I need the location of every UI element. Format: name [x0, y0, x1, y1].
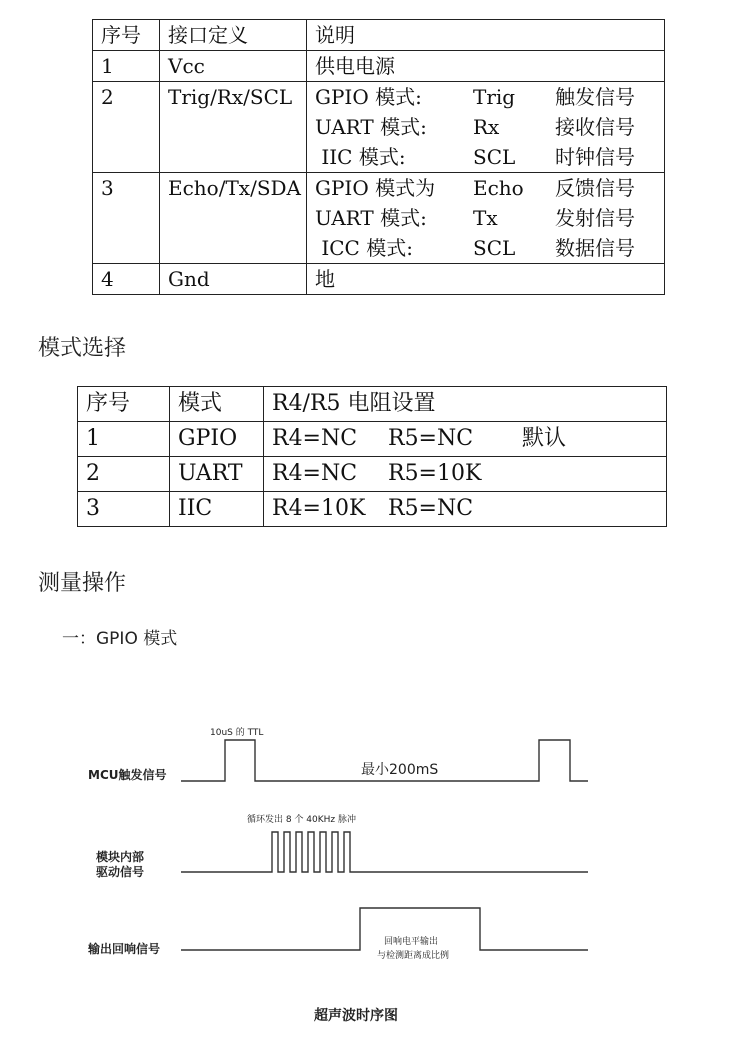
mode-no: 1 [78, 422, 170, 457]
header-cell-resistor: R4/R5 电阻设置 [264, 387, 667, 422]
description-text: 地 [315, 267, 335, 291]
header-cell-no: 序号 [93, 20, 160, 51]
mode-label: IIC 模式: [315, 145, 406, 169]
pin-description [307, 82, 665, 173]
mode-label: UART 模式: [315, 115, 427, 139]
r4-value: R4=NC [272, 426, 358, 451]
echo-note-2: 与检测距离成比例 [377, 951, 450, 961]
description-text: 供电电源 [315, 54, 395, 78]
mode-name: UART [170, 457, 264, 492]
pin-no: 1 [93, 51, 160, 82]
pin-no: 3 [93, 173, 160, 264]
signal-name: Trig [473, 85, 516, 109]
module-signal-label-2: 驱动信号 [96, 865, 145, 879]
r5-value: R5=NC [388, 426, 474, 451]
pin-no: 2 [93, 82, 160, 173]
table-row [93, 173, 665, 264]
interval-note: 最小200mS [361, 762, 439, 778]
echo-output-label: 输出回响信号 [88, 942, 161, 956]
header-cell-description: 说明 [307, 20, 665, 51]
r5-value: R5=NC [388, 496, 474, 521]
table-row [78, 492, 667, 527]
signal-name: Rx [473, 115, 500, 139]
pin-name: Trig/Rx/SCL [160, 82, 307, 173]
table-row [93, 264, 665, 295]
table-row [93, 82, 665, 173]
mode-label: ICC 模式: [315, 236, 413, 260]
pin-name: Echo/Tx/SDA [160, 173, 307, 264]
signal-desc: 反馈信号 [555, 176, 635, 200]
signal-name: SCL [473, 145, 516, 169]
r4-value: R4=10K [272, 496, 366, 521]
signal-desc: 数据信号 [555, 236, 635, 260]
r4-value: R4=NC [272, 461, 358, 486]
mode-label: UART 模式: [315, 206, 427, 230]
signal-name: Echo [473, 176, 524, 200]
mode-label: GPIO 模式为 [315, 176, 436, 200]
mode-no: 2 [78, 457, 170, 492]
echo-note-1: 回响电平输出 [384, 937, 439, 947]
diagram-caption: 超声波时序图 [314, 1008, 398, 1024]
mode-select-heading: 模式选择 [38, 336, 127, 361]
gpio-subheading: 一：GPIO 模式 [62, 629, 178, 649]
header-cell-mode: 模式 [170, 387, 264, 422]
module-signal-label-1: 模块内部 [96, 850, 145, 864]
measure-heading: 测量操作 [38, 571, 127, 596]
pin-description [307, 51, 665, 82]
r5-value: R5=10K [388, 461, 482, 486]
pin-name: Gnd [160, 264, 307, 295]
header-cell-interface: 接口定义 [160, 20, 307, 51]
signal-desc: 触发信号 [555, 85, 635, 109]
ultrasonic-timing-diagram [0, 700, 750, 1047]
table-header-row [93, 20, 665, 51]
mode-name: IIC [170, 492, 264, 527]
mcu-trigger-label: MCU触发信号 [88, 768, 167, 782]
pin-description [307, 264, 665, 295]
pin-name: Vcc [160, 51, 307, 82]
mode-selection-table [77, 386, 667, 527]
signal-desc: 发射信号 [555, 206, 635, 230]
table-row [78, 422, 667, 457]
resistor-setting [264, 492, 667, 527]
pin-definition-table [92, 19, 665, 295]
signal-desc: 时钟信号 [555, 145, 635, 169]
pulse-note: 10uS 的 TTL [210, 728, 264, 738]
header-cell-no: 序号 [78, 387, 170, 422]
burst-note: 循环发出 8 个 40KHz 脉冲 [247, 815, 357, 825]
signal-name: SCL [473, 236, 516, 260]
resistor-setting [264, 422, 667, 457]
table-header-row [78, 387, 667, 422]
mode-label: GPIO 模式: [315, 85, 422, 109]
resistor-setting [264, 457, 667, 492]
default-note: 默认 [522, 426, 567, 451]
module-drive-waveform [181, 832, 588, 872]
table-row [78, 457, 667, 492]
pin-description [307, 173, 665, 264]
table-row [93, 51, 665, 82]
mode-no: 3 [78, 492, 170, 527]
signal-desc: 接收信号 [555, 115, 635, 139]
mode-name: GPIO [170, 422, 264, 457]
signal-name: Tx [473, 206, 498, 230]
pin-no: 4 [93, 264, 160, 295]
